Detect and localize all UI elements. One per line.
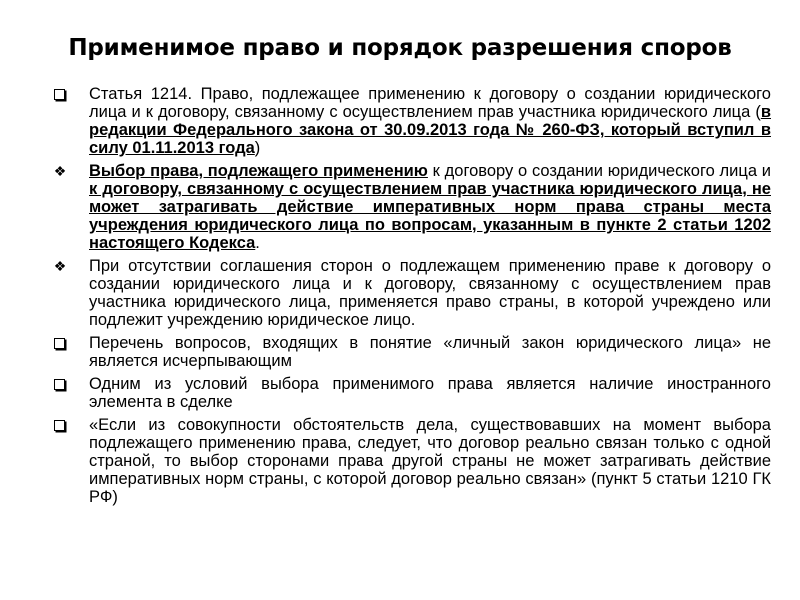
bullet-text-emphasis: в редакции Федерального закона от 30.09.2013 года № 260-ФЗ, который вступил в силу 01.11.2013 года — [89, 103, 771, 157]
bullet-text-emphasis: Выбор права, подлежащего применению — [89, 162, 428, 180]
checkbox-square-icon — [52, 375, 68, 393]
bullet-text: Перечень вопросов, входящих в понятие «личный закон юридического лица» не является исчерпывающим — [89, 334, 771, 370]
bullet-item — [52, 85, 771, 157]
bullet-text: . — [255, 234, 260, 252]
checkbox-square-icon — [52, 416, 68, 434]
checkbox-square-icon — [52, 85, 68, 103]
bullet-text: к договору о создании юридического лица и — [427, 162, 771, 180]
bullet-item — [52, 334, 771, 370]
slide-title: Применимое право и порядок разрешения споров — [68, 35, 732, 61]
bullet-text-emphasis: к договору, связанному с осуществлением прав участника юридического лица, не может затрагивать действие императивных норм права страны места учреждения юридического лица по вопросам, указанным в пункте 2 статьи 1202 настоящего Кодекса — [89, 180, 771, 252]
bullet-text: «Если из совокупности обстоятельств дела, существовавших на момент выбора подлежащего применению права, следует, что договор реально связан только с одной страной, то выбор сторонами права другой страны не может затрагивать действие императивных норм страны, с которой договор реально связан» (пункт 5 статьи 1210 ГК РФ) — [89, 416, 771, 506]
checkbox-square-icon — [52, 334, 68, 352]
bullet-text: При отсутствии соглашения сторон о подлежащем применению праве к договору о создании юридического лица и к договору, связанному с осуществлением прав участника юридического лица, применяется право страны, в которой учреждено или подлежит учреждению юридическое лицо. — [89, 257, 771, 329]
four-point-diamond-icon: ❖ — [53, 163, 67, 179]
bullet-text: Одним из условий выбора применимого права является наличие иностранного элемента в сделке — [89, 375, 771, 411]
bullet-item — [52, 416, 771, 506]
bullet-item — [52, 375, 771, 411]
bullet-item — [52, 257, 771, 329]
bullet-text: Статья 1214. Право, подлежащее применению к договору о создании юридического лица и к договору, связанному с осуществлением прав участника юридического лица ( — [89, 85, 771, 121]
bullet-item — [52, 162, 771, 252]
bullet-list — [52, 85, 771, 511]
bullet-text: ) — [254, 139, 261, 157]
four-point-diamond-icon: ❖ — [53, 258, 67, 274]
